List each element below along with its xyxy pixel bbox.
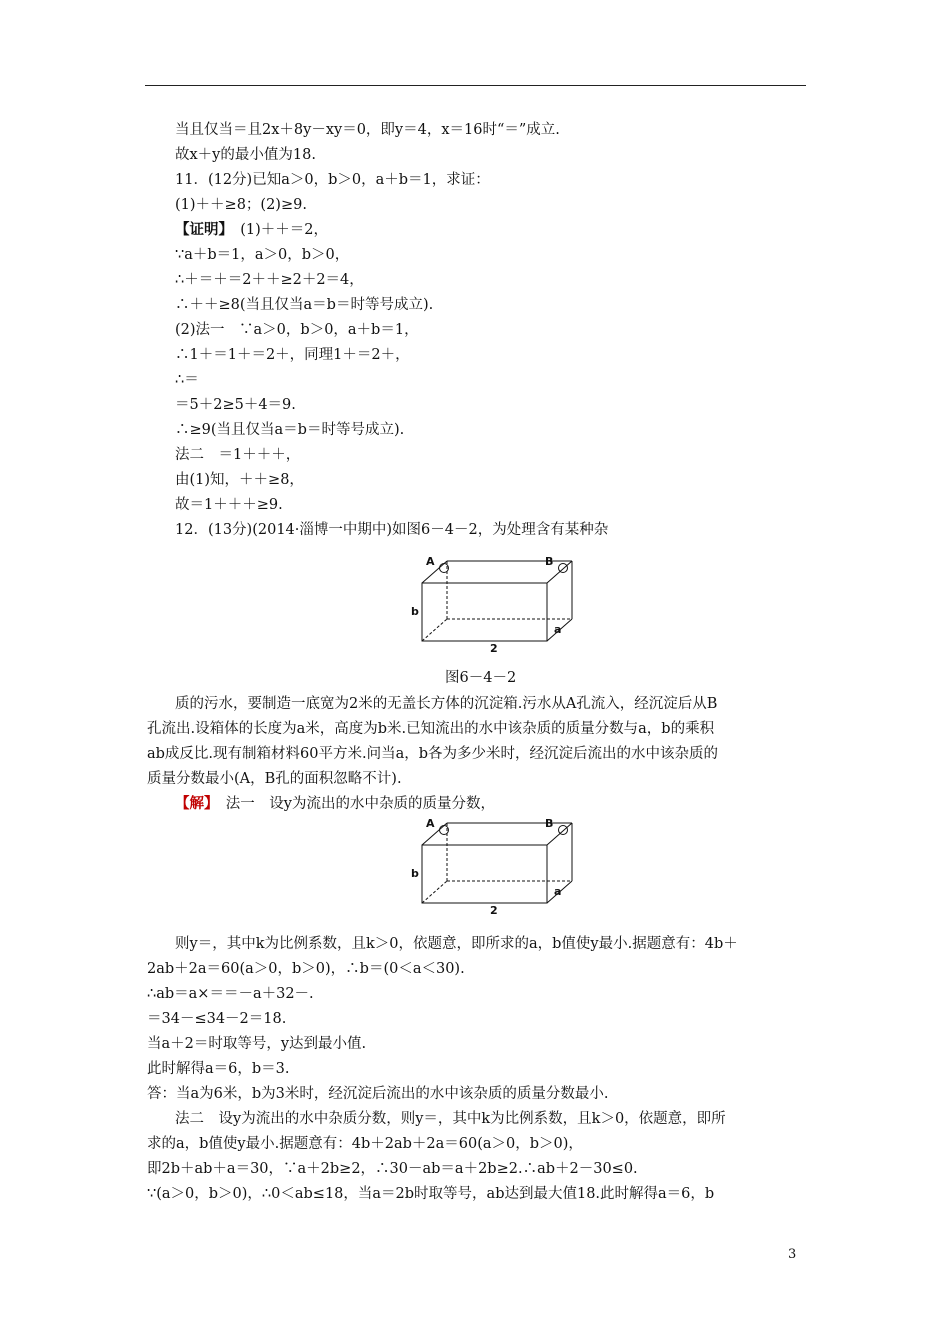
hole-b-icon [559, 826, 568, 835]
label-a-upper: A [426, 555, 435, 568]
text-line: ∴＝ [175, 372, 199, 388]
figure-caption: 图6－4－2 [445, 670, 517, 686]
text-line: 11．(12分)已知a＞0，b＞0，a＋b＝1，求证： [175, 172, 490, 188]
text-line: ∴＋＝＋＝2＋＋≥2＋2＝4， [175, 272, 364, 288]
para-line: 质的污水，要制造一底宽为2米的无盖长方体的沉淀箱.污水从A孔流入，经沉淀后从B [175, 696, 718, 712]
solution-text-line: 则y＝，其中k为比例系数，且k＞0，依题意，即所求的a，b值使y最小.据题意有：4b＋ [175, 936, 738, 952]
solution-first-text: 法一 设y为流出的水中杂质的质量分数， [211, 796, 495, 812]
solution-text-line: 当a＋2＝时取等号，y达到最小值. [147, 1036, 367, 1052]
text-line: ∴＋＋≥8(当且仅当a＝b＝时等号成立). [175, 297, 434, 313]
para-line: 孔流出.设箱体的长度为a米，高度为b米.已知流出的水中该杂质的质量分数与a，b的乘积 [147, 721, 715, 737]
text-line: ∵a＋b＝1，a＞0，b＞0， [175, 247, 350, 263]
solution-text-line: ＝34－≤34－2＝18. [147, 1011, 287, 1027]
solution-text-line: 此时解得a＝6，b＝3. [147, 1061, 290, 1077]
box-front-face [422, 845, 547, 903]
solution-text-line: ∴ab＝a×＝＝－a＋32－. [147, 986, 314, 1002]
text-line: (2)法一 ∵a＞0，b＞0，a＋b＝1， [175, 322, 419, 338]
proof-label: 【证明】 [175, 221, 226, 238]
text-line: ∴≥9(当且仅当a＝b＝时等号成立). [175, 422, 405, 438]
solution-text-line: 法二 设y为流出的水中杂质分数，则y＝，其中k为比例系数，且k＞0，依题意，即所 [175, 1111, 726, 1127]
text-line: 由(1)知，＋＋≥8， [175, 472, 304, 488]
para-line: ab成反比.现有制箱材料60平方米.问当a，b各为多少米时，经沉淀后流出的水中该杂质的 [147, 746, 719, 762]
solution-label: 【解】 [175, 795, 212, 812]
text-line: ∴1＋＝1＋＝2＋，同理1＋＝2＋， [175, 347, 410, 363]
solution-text-line: ∵(a＞0，b＞0)，∴0＜ab≤18，当a＝2b时取等号，ab达到最大值18.此时解得a＝6，b [147, 1186, 715, 1202]
box-front-face [422, 583, 547, 641]
page-number: 3 [788, 1247, 797, 1262]
text-line: 故＝1＋＋＋≥9. [175, 497, 283, 513]
text-line: 当且仅当＝且2x＋8y－xy＝0，即y＝4，x＝16时“＝”成立. [175, 122, 560, 138]
label-b-height: b [411, 605, 419, 618]
text-line: 12．(13分)(2014·淄博一中期中)如图6－4－2，为处理含有某种杂 [175, 522, 609, 538]
hidden-edges [422, 561, 572, 641]
solution-text-line: 求的a，b值使y最小.据题意有：4b＋2ab＋2a＝60(a＞0，b＞0)， [147, 1136, 583, 1152]
label-a-upper: A [426, 817, 435, 830]
hole-b-icon [559, 564, 568, 573]
solution-text-line: 答：当a为6米，b为3米时，经沉淀后流出的水中该杂质的质量分数最小. [147, 1086, 609, 1102]
label-b-upper: B [545, 555, 554, 568]
text-line: 法二 ＝1＋＋＋， [175, 447, 301, 463]
label-width: 2 [490, 904, 498, 917]
solution-text-line: 即2b＋ab＋a＝30，∵a＋2b≥2，∴30－ab＝a＋2b≥2.∴ab＋2－30≤0. [147, 1161, 638, 1177]
box-figure-1 [404, 553, 576, 655]
label-width: 2 [490, 642, 498, 655]
proof-first-text: (1)＋＋＝2， [225, 222, 329, 238]
label-b-upper: B [545, 817, 554, 830]
box-figure-2 [404, 815, 576, 917]
solution-line [175, 795, 495, 813]
label-b-height: b [411, 867, 419, 880]
label-a-length: a [554, 623, 562, 636]
text-line: ＝5＋2≥5＋4＝9. [175, 397, 296, 413]
header-rule [145, 85, 806, 86]
label-a-length: a [554, 885, 562, 898]
hidden-edges [422, 823, 572, 903]
text-line: 故x＋y的最小值为18. [175, 147, 316, 163]
text-line: (1)＋＋≥8；(2)≥9. [175, 197, 307, 213]
para-line: 质量分数最小(A，B孔的面积忽略不计). [147, 771, 402, 787]
solution-text-line: 2ab＋2a＝60(a＞0，b＞0)，∴b＝(0＜a＜30). [147, 961, 465, 977]
proof-line [175, 221, 328, 239]
